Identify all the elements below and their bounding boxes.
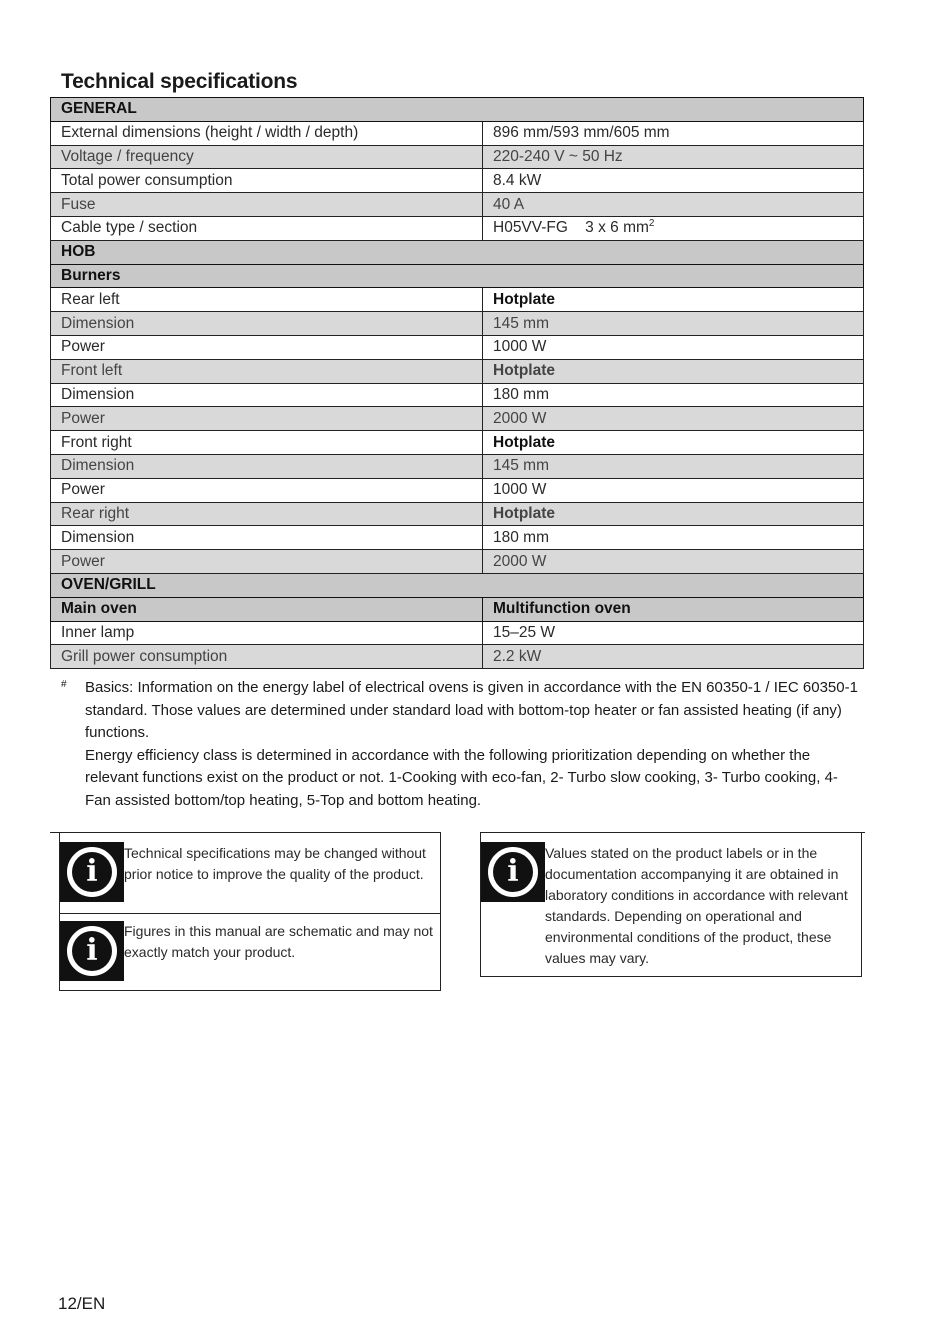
spec-value bbox=[483, 169, 864, 193]
table-row bbox=[51, 526, 864, 550]
footnote-mark: # bbox=[61, 679, 67, 690]
table-row bbox=[51, 621, 864, 645]
info-icon: i bbox=[60, 921, 124, 981]
section-header: OVEN/GRILL bbox=[51, 573, 864, 597]
table-row bbox=[51, 431, 864, 455]
info-box-left bbox=[59, 832, 441, 991]
superscript: 2 bbox=[648, 218, 655, 230]
spec-label: Voltage / frequency bbox=[51, 145, 483, 169]
spec-label: External dimensions (height / width / depth) bbox=[51, 121, 483, 145]
table-row bbox=[51, 645, 864, 669]
table-row bbox=[51, 145, 864, 169]
info-box-right bbox=[480, 832, 862, 977]
spec-value-text: 2000 W bbox=[493, 552, 547, 570]
spec-value-text: Hotplate bbox=[493, 290, 555, 308]
spec-label: Dimension bbox=[51, 383, 483, 407]
table-row bbox=[51, 193, 864, 217]
spec-value-text: Hotplate bbox=[493, 504, 555, 522]
page-title: Technical specifications bbox=[61, 70, 298, 93]
spec-value-text: 220-240 V ~ 50 Hz bbox=[493, 147, 623, 165]
table-row bbox=[51, 121, 864, 145]
spec-value-text: 40 A bbox=[493, 195, 525, 213]
table-row bbox=[51, 288, 864, 312]
info-note bbox=[60, 833, 440, 911]
spec-value bbox=[483, 359, 864, 383]
spec-label: Front right bbox=[51, 431, 483, 455]
info-note-text: Figures in this manual are schematic and may not exactly match your product. bbox=[124, 923, 433, 960]
spec-value-text: 2.2 kW bbox=[493, 647, 542, 665]
spec-value bbox=[483, 312, 864, 336]
table-row bbox=[51, 216, 864, 240]
info-box-divider bbox=[60, 913, 440, 914]
spec-value-text: H05VV-FG 3 x 6 mm bbox=[493, 219, 649, 237]
spec-label: Fuse bbox=[51, 193, 483, 217]
spec-value bbox=[483, 216, 864, 240]
table-row bbox=[51, 502, 864, 526]
footnote-paragraph-1: Basics: Information on the energy label of electrical ovens is given in accordance with the EN 60350-1 / IEC 60350-1 standard. Those values are determined under standard load with bottom-top heater or fan assisted heating (if any) functions. bbox=[85, 679, 858, 741]
table-row bbox=[51, 359, 864, 383]
spec-value-text: 180 mm bbox=[493, 528, 549, 546]
spec-value bbox=[483, 550, 864, 574]
spec-value-text: 2000 W bbox=[493, 409, 547, 427]
table-row bbox=[51, 335, 864, 359]
table-row bbox=[51, 478, 864, 502]
spec-value-text: Hotplate bbox=[493, 433, 555, 451]
spec-value bbox=[483, 121, 864, 145]
table-row bbox=[51, 169, 864, 193]
spec-value bbox=[483, 526, 864, 550]
spec-value-text: 1000 W bbox=[493, 338, 547, 356]
table-row bbox=[51, 312, 864, 336]
spec-label: Total power consumption bbox=[51, 169, 483, 193]
spec-label: Dimension bbox=[51, 526, 483, 550]
spec-value bbox=[483, 335, 864, 359]
info-note bbox=[60, 915, 440, 989]
spec-value bbox=[483, 383, 864, 407]
spec-value bbox=[483, 193, 864, 217]
spec-value bbox=[483, 288, 864, 312]
spec-label: Rear right bbox=[51, 502, 483, 526]
spec-label: Rear left bbox=[51, 288, 483, 312]
info-icon: i bbox=[60, 842, 124, 902]
info-note-text: Technical specifications may be changed without prior notice to improve the quality of the product. bbox=[124, 845, 426, 882]
page-number: 12/EN bbox=[58, 1294, 106, 1313]
table-row bbox=[51, 98, 864, 122]
spec-value bbox=[483, 478, 864, 502]
spec-value-text: 15–25 W bbox=[493, 623, 556, 641]
spec-value bbox=[483, 597, 864, 621]
table-row bbox=[51, 383, 864, 407]
spec-label: Power bbox=[51, 478, 483, 502]
table-row bbox=[51, 240, 864, 264]
info-note-text: Values stated on the product labels or in the documentation accompanying it are obtained in laboratory conditions in accordance with relevant standards. Depending on operational and environmental conditions of the product, these values may vary. bbox=[545, 845, 848, 966]
spec-label: Dimension bbox=[51, 454, 483, 478]
section-header: HOB bbox=[51, 240, 864, 264]
spec-value-text: 896 mm/593 mm/605 mm bbox=[493, 124, 670, 142]
spec-label: Main oven bbox=[51, 597, 483, 621]
info-icon: i bbox=[481, 842, 545, 902]
spec-value-text: 145 mm bbox=[493, 314, 549, 332]
spec-value-text: 1000 W bbox=[493, 481, 547, 499]
spec-value bbox=[483, 145, 864, 169]
spec-label: Front left bbox=[51, 359, 483, 383]
footnote-paragraph-2: Energy efficiency class is determined in accordance with the following prioritization depending on whether the relevant functions exist on the product or not. 1-Cooking with eco-fan, 2- Turbo slow cooking, 3- Turbo cooking, 4- Fan assisted bottom/top heating, 5-Top and bottom heating. bbox=[85, 746, 838, 809]
spec-label: Power bbox=[51, 550, 483, 574]
table-row bbox=[51, 573, 864, 597]
spec-value bbox=[483, 502, 864, 526]
footnote bbox=[61, 677, 861, 812]
spec-value bbox=[483, 621, 864, 645]
spec-table bbox=[50, 97, 864, 669]
spec-label: Cable type / section bbox=[51, 216, 483, 240]
spec-label: Inner lamp bbox=[51, 621, 483, 645]
spec-label: Power bbox=[51, 335, 483, 359]
spec-value-text: Hotplate bbox=[493, 362, 555, 380]
section-header: GENERAL bbox=[51, 98, 864, 122]
spec-label: Grill power consumption bbox=[51, 645, 483, 669]
table-row bbox=[51, 407, 864, 431]
spec-value-text: Multifunction oven bbox=[493, 600, 631, 618]
spec-value-text: 8.4 kW bbox=[493, 171, 542, 189]
table-row bbox=[51, 264, 864, 288]
spec-value bbox=[483, 645, 864, 669]
spec-value-text: 180 mm bbox=[493, 385, 549, 403]
spec-label: Power bbox=[51, 407, 483, 431]
spec-value-text: 145 mm bbox=[493, 457, 549, 475]
table-row bbox=[51, 550, 864, 574]
spec-value bbox=[483, 431, 864, 455]
table-row bbox=[51, 454, 864, 478]
section-header: Burners bbox=[51, 264, 864, 288]
info-note bbox=[481, 833, 861, 973]
spec-label: Dimension bbox=[51, 312, 483, 336]
spec-value bbox=[483, 454, 864, 478]
table-row bbox=[51, 597, 864, 621]
spec-value bbox=[483, 407, 864, 431]
